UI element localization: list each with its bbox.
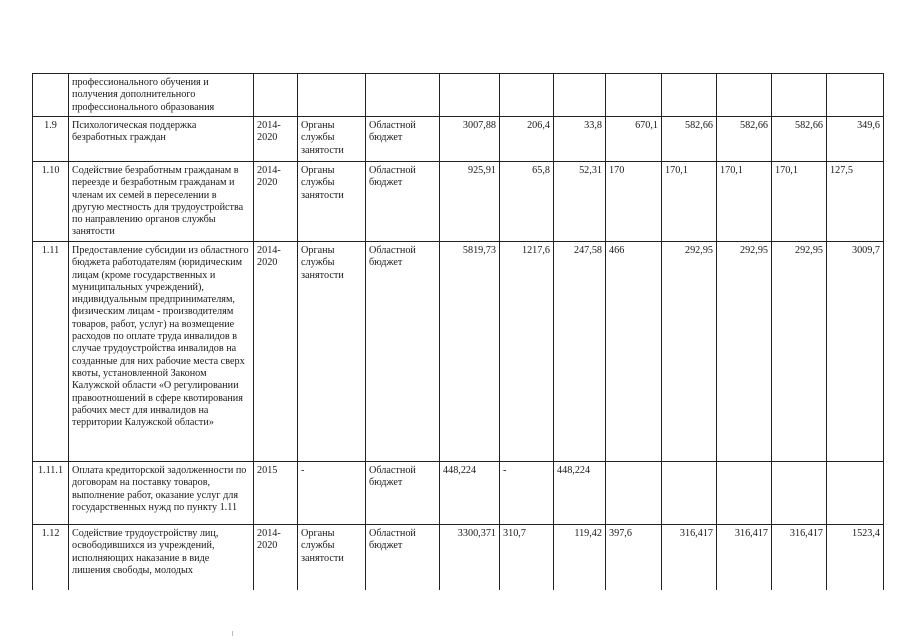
value-total: 448,224 — [440, 462, 500, 525]
period-years: 2014-2020 — [254, 117, 298, 162]
period-years: 2014-2020 — [254, 162, 298, 242]
row-number: 1.11 — [33, 242, 69, 462]
value-total: 5819,73 — [440, 242, 500, 462]
value-2017 — [662, 462, 717, 525]
executor: Органы службы занятости — [298, 162, 366, 242]
funding-source: Областной бюджет — [366, 162, 440, 242]
measure-name: Содействие трудоустройству лиц, освободившихся из учреждений, исполняющих наказание в виде лишения свободы, молодых — [69, 525, 254, 591]
executor: Органы службы занятости — [298, 117, 366, 162]
value-2014: 310,7 — [500, 525, 554, 591]
measure-name: Содействие безработным гражданам в переезде и безработным гражданам и членам их семей в переселении в другую местность для трудоустройства по направлению органов службы занятости — [69, 162, 254, 242]
value-2020: 1523,4 — [827, 525, 884, 591]
executor — [298, 74, 366, 117]
value-2015: 119,42 — [554, 525, 606, 591]
value-2015 — [554, 74, 606, 117]
value-2019: 170,1 — [772, 162, 827, 242]
period-years: 2015 — [254, 462, 298, 525]
funding-source — [366, 74, 440, 117]
value-2018 — [717, 462, 772, 525]
value-2017: 170,1 — [662, 162, 717, 242]
value-2019 — [772, 74, 827, 117]
executor: - — [298, 462, 366, 525]
value-2020: 349,6 — [827, 117, 884, 162]
value-2018: 170,1 — [717, 162, 772, 242]
value-2019: 316,417 — [772, 525, 827, 591]
value-2015: 448,224 — [554, 462, 606, 525]
executor: Органы службы занятости — [298, 525, 366, 591]
measure-name: Предоставление субсидии из областного бюджета работодателям (юридическим лицам (кроме государственных и муниципальных учреждений), индивидуальным предпринимателям, физическим лицам - производителям товаров, работ, услуг) на возмещение расходов по оплате труда инвалидов в случае трудоустройства инвалидов на созданные для них рабочие места сверх квоты, установленной Законом Калужской области «О регулировании правоотношений в сфере квотирования рабочих мест для инвалидов на территории Калужской области» — [69, 242, 254, 462]
value-2018: 582,66 — [717, 117, 772, 162]
value-2017: 292,95 — [662, 242, 717, 462]
row-number: 1.9 — [33, 117, 69, 162]
value-2017: 582,66 — [662, 117, 717, 162]
value-2017 — [662, 74, 717, 117]
program-measures-table — [32, 73, 884, 590]
value-2018 — [717, 74, 772, 117]
value-2016: 466 — [606, 242, 662, 462]
value-2020 — [827, 74, 884, 117]
table-row — [33, 74, 884, 117]
value-2018: 316,417 — [717, 525, 772, 591]
funding-source: Областной бюджет — [366, 525, 440, 591]
value-2020: 3009,7 — [827, 242, 884, 462]
value-2018: 292,95 — [717, 242, 772, 462]
value-2016: 170 — [606, 162, 662, 242]
row-number: 1.10 — [33, 162, 69, 242]
value-2014 — [500, 74, 554, 117]
value-2016 — [606, 74, 662, 117]
value-2020: 127,5 — [827, 162, 884, 242]
executor: Органы службы занятости — [298, 242, 366, 462]
period-years: 2014-2020 — [254, 525, 298, 591]
value-2015: 247,58 — [554, 242, 606, 462]
funding-source: Областной бюджет — [366, 117, 440, 162]
table-row — [33, 162, 884, 242]
value-total: 925,91 — [440, 162, 500, 242]
funding-source: Областной бюджет — [366, 242, 440, 462]
period-years: 2014-2020 — [254, 242, 298, 462]
value-2016 — [606, 462, 662, 525]
value-2020 — [827, 462, 884, 525]
value-2016: 670,1 — [606, 117, 662, 162]
value-2015: 33,8 — [554, 117, 606, 162]
value-2014: 1217,6 — [500, 242, 554, 462]
value-total: 3300,371 — [440, 525, 500, 591]
measure-name: Психологическая поддержка безработных граждан — [69, 117, 254, 162]
value-total — [440, 74, 500, 117]
table-row — [33, 462, 884, 525]
value-2014: - — [500, 462, 554, 525]
row-number: 1.11.1 — [33, 462, 69, 525]
period-years — [254, 74, 298, 117]
value-2019 — [772, 462, 827, 525]
row-number — [33, 74, 69, 117]
value-2014: 206,4 — [500, 117, 554, 162]
value-2014: 65,8 — [500, 162, 554, 242]
value-2017: 316,417 — [662, 525, 717, 591]
funding-source: Областной бюджет — [366, 462, 440, 525]
scan-mark — [232, 631, 233, 636]
value-2015: 52,31 — [554, 162, 606, 242]
value-2019: 292,95 — [772, 242, 827, 462]
value-total: 3007,88 — [440, 117, 500, 162]
table-row — [33, 117, 884, 162]
measure-name: профессионального обучения и получения дополнительного профессионального образования — [69, 74, 254, 117]
row-number: 1.12 — [33, 525, 69, 591]
measure-name: Оплата кредиторской задолженности по договорам на поставку товаров, выполнение работ, оказание услуг для государственных нужд по пункту 1.11 — [69, 462, 254, 525]
value-2019: 582,66 — [772, 117, 827, 162]
table-row — [33, 242, 884, 462]
value-2016: 397,6 — [606, 525, 662, 591]
table-row — [33, 525, 884, 591]
